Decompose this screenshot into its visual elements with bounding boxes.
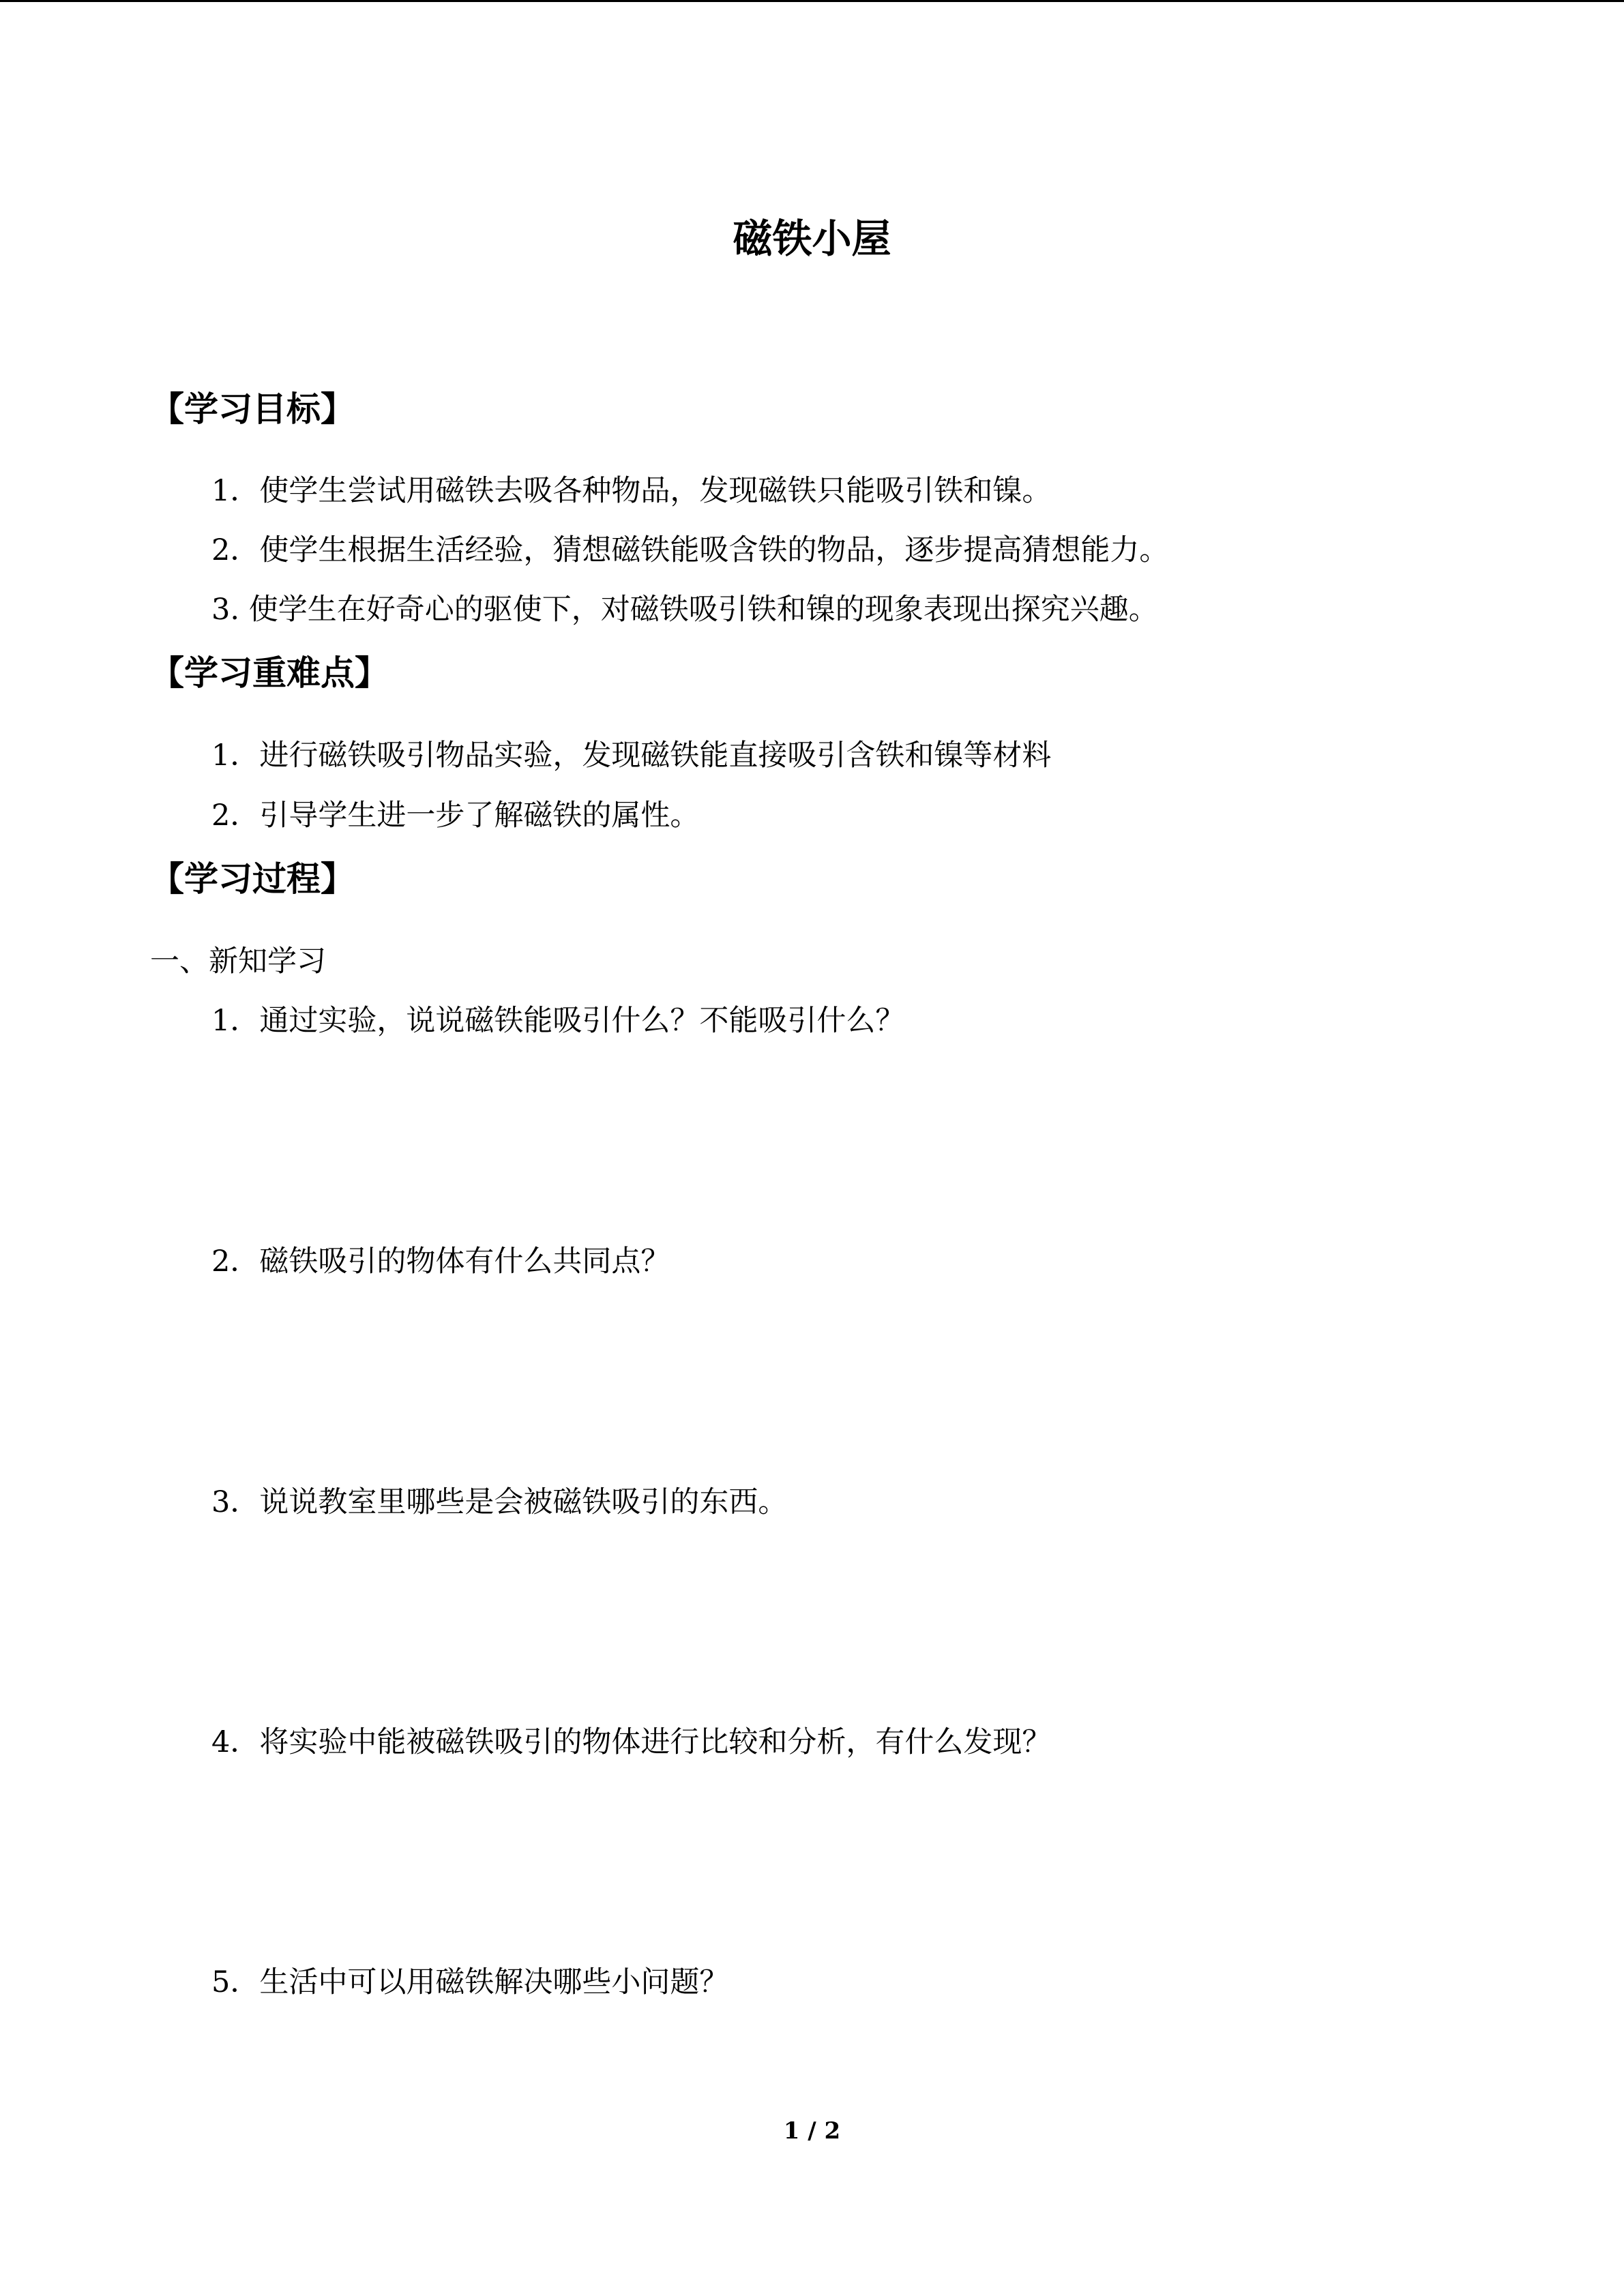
section-heading-process: 【学习过程】	[150, 859, 355, 899]
key-point-item-2: 2．引导学生进一步了解磁铁的属性。	[211, 799, 700, 833]
goal-item-2: 2．使学生根据生活经验，猜想磁铁能吸含铁的物品，逐步提高猜想能力。	[211, 533, 1169, 567]
question-5: 5．生活中可以用磁铁解决哪些小问题？	[211, 1965, 729, 1999]
question-3: 3．说说教室里哪些是会被磁铁吸引的东西。	[211, 1485, 788, 1519]
question-4: 4．将实验中能被磁铁吸引的物体进行比较和分析，有什么发现？	[211, 1725, 1052, 1759]
process-subheading: 一、新知学习	[150, 944, 326, 979]
question-2: 2．磁铁吸引的物体有什么共同点？	[211, 1244, 670, 1279]
goal-item-3: 3. 使学生在好奇心的驱使下，对磁铁吸引铁和镍的现象表现出探究兴趣。	[211, 593, 1158, 627]
section-heading-key-points: 【学习重难点】	[150, 653, 389, 693]
document-title: 磁铁小屋	[733, 215, 891, 262]
goal-item-1: 1．使学生尝试用磁铁去吸各种物品，发现磁铁只能吸引铁和镍。	[211, 474, 1052, 508]
key-point-item-1: 1．进行磁铁吸引物品实验，发现磁铁能直接吸引含铁和镍等材料	[211, 739, 1052, 773]
section-heading-goals: 【学习目标】	[150, 389, 355, 429]
top-border-line	[0, 0, 1624, 2]
question-1: 1．通过实验，说说磁铁能吸引什么？不能吸引什么？	[211, 1004, 905, 1038]
page-number: 1 / 2	[783, 2117, 841, 2145]
